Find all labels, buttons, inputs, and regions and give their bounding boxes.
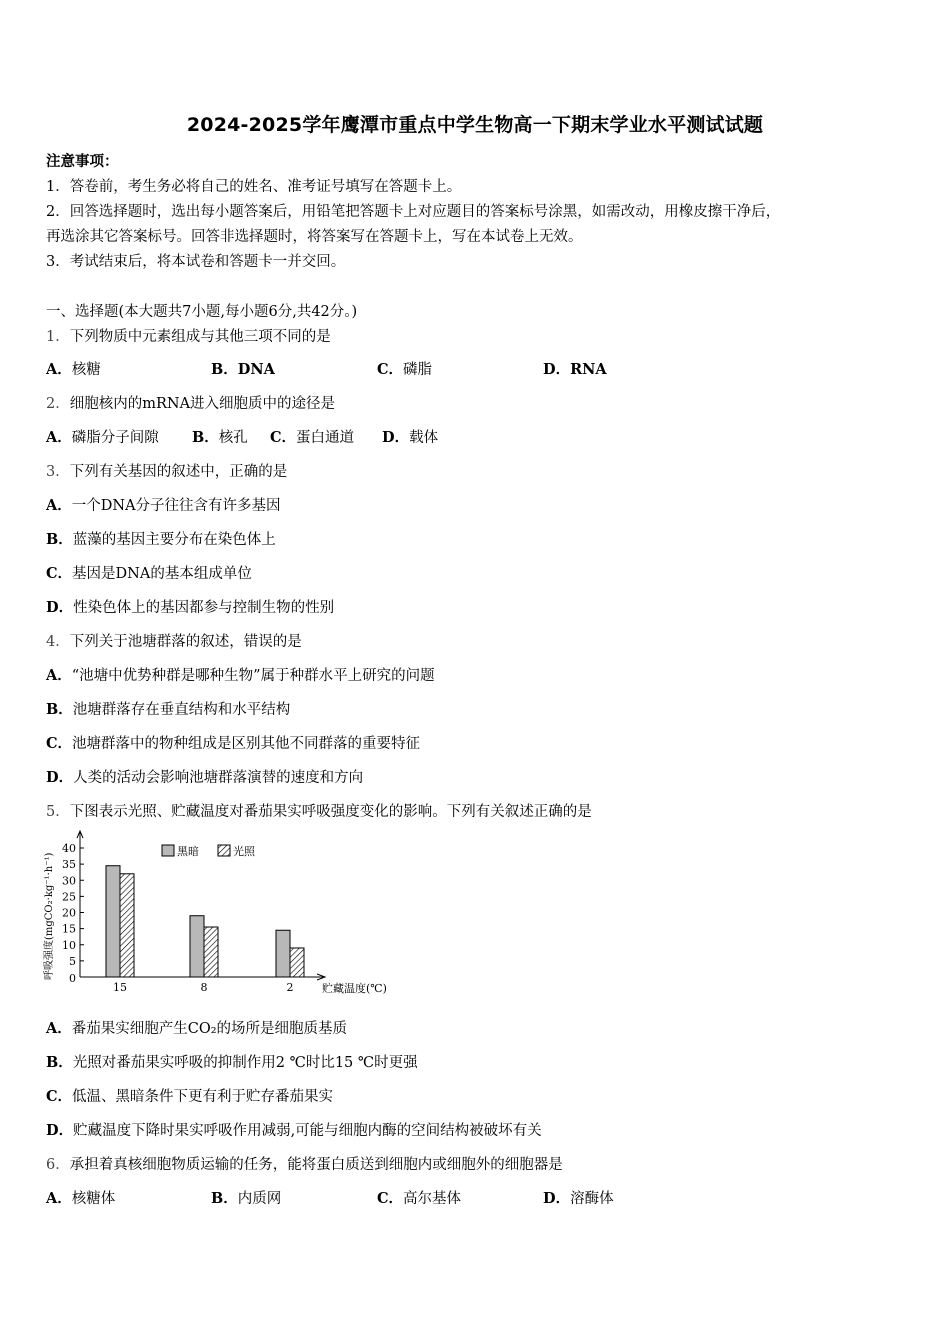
legend-label-dark: 黑暗 xyxy=(177,845,199,858)
question-text: 细胞核内的mRNA进入细胞质中的途径是 xyxy=(69,396,336,412)
y-tick-label: 40 xyxy=(62,842,76,855)
question-number: 3． xyxy=(46,464,70,480)
notice-heading: 注意事项： xyxy=(46,153,119,170)
legend-swatch-light xyxy=(218,845,230,856)
option-a: A．番茄果实细胞产生CO₂的场所是细胞质基质 xyxy=(46,1020,348,1037)
question-text: 下列有关基因的叙述中，正确的是 xyxy=(69,464,288,480)
section-heading: 一、选择题(本大题共7小题,每小题6分,共42分。) xyxy=(46,304,358,320)
bar-dark xyxy=(106,866,120,977)
question-number: 6． xyxy=(46,1157,70,1173)
option-d: D．人类的活动会影响池塘群落演替的速度和方向 xyxy=(46,769,364,786)
notice-item: 3．考试结束后，将本试卷和答题卡一并交回。 xyxy=(46,254,346,270)
option-b: B．DNA xyxy=(211,361,275,378)
question-stem xyxy=(46,394,335,414)
question-number: 5． xyxy=(46,804,70,820)
question-text: 承担着真核细胞物质运输的任务，能将蛋白质送到细胞内或细胞外的细胞器是 xyxy=(69,1157,563,1173)
option-a: A．磷脂分子间隙 xyxy=(46,429,159,446)
option-a: A．核糖体 xyxy=(46,1190,116,1207)
option-c: C．基因是DNA的基本组成单位 xyxy=(46,565,252,582)
bar-light xyxy=(290,948,304,977)
option-d: D．RNA xyxy=(543,361,607,378)
x-tick-label: 8 xyxy=(200,981,208,994)
option-b: B．池塘群落存在垂直结构和水平结构 xyxy=(46,701,291,718)
legend-swatch-dark xyxy=(162,845,174,856)
option-b: B．核孔 xyxy=(192,429,248,446)
notice-item: 1．答卷前，考生务必将自己的姓名、准考证号填写在答题卡上。 xyxy=(46,179,462,195)
option-a: A．“池塘中优势种群是哪种生物”属于种群水平上研究的问题 xyxy=(46,667,435,684)
question-stem xyxy=(46,462,287,482)
legend-label-light: 光照 xyxy=(233,845,255,858)
question-number: 1． xyxy=(46,329,70,345)
question-stem xyxy=(46,1155,563,1175)
y-axis-label: 呼吸强度(mgCO₂·kg⁻¹·h⁻¹) xyxy=(44,852,55,980)
option-c: C．低温、黑暗条件下更有利于贮存番茄果实 xyxy=(46,1088,334,1105)
bar-dark xyxy=(276,930,290,977)
option-c: C．磷脂 xyxy=(377,361,433,378)
respiration-chart xyxy=(40,828,420,998)
question-text: 下列关于池塘群落的叙述，错误的是 xyxy=(69,634,302,650)
option-d: D．溶酶体 xyxy=(543,1190,614,1207)
y-tick-label: 0 xyxy=(69,972,76,985)
y-tick-label: 30 xyxy=(62,874,76,888)
option-a: A．核糖 xyxy=(46,361,101,378)
option-d: D．贮藏温度下降时果实呼吸作用减弱,可能与细胞内酶的空间结构被破坏有关 xyxy=(46,1122,542,1139)
y-tick-label: 10 xyxy=(62,938,76,952)
question-text: 下列物质中元素组成与其他三项不同的是 xyxy=(69,329,331,345)
question-stem xyxy=(46,632,302,652)
option-c: C．池塘群落中的物种组成是区别其他不同群落的重要特征 xyxy=(46,735,421,752)
option-d: D．性染色体上的基因都参与控制生物的性别 xyxy=(46,599,335,616)
option-c: C．蛋白通道 xyxy=(270,429,355,446)
y-tick-label: 35 xyxy=(62,858,76,872)
question-number: 2． xyxy=(46,396,70,412)
option-b: B．内质网 xyxy=(211,1190,282,1207)
y-tick-label: 20 xyxy=(62,906,76,920)
y-tick-label: 5 xyxy=(69,954,76,968)
bar-light xyxy=(120,874,134,977)
page-title: 2024-2025学年鹰潭市重点中学生物高一下期末学业水平测试试题 xyxy=(186,114,764,136)
question-text: 下图表示光照、贮藏温度对番茄果实呼吸强度变化的影响。下列有关叙述正确的是 xyxy=(69,804,592,820)
question-number: 4． xyxy=(46,634,70,650)
option-c: C．高尔基体 xyxy=(377,1190,462,1207)
x-tick-label: 2 xyxy=(286,981,294,994)
notice-item: 再选涂其它答案标号。回答非选择题时，将答案写在答题卡上，写在本试卷上无效。 xyxy=(46,229,583,245)
x-axis-label: 贮藏温度(℃) xyxy=(322,982,387,995)
bar-light xyxy=(204,927,218,977)
y-tick-label: 25 xyxy=(62,890,76,904)
bar-dark xyxy=(190,916,204,977)
question-stem xyxy=(46,327,331,347)
y-tick-label: 15 xyxy=(62,922,76,936)
option-a: A．一个DNA分子往往含有许多基因 xyxy=(46,497,281,514)
x-tick-label: 15 xyxy=(113,981,127,994)
option-b: B．光照对番茄果实呼吸的抑制作用2 ℃时比15 ℃时更强 xyxy=(46,1054,418,1071)
option-d: D．载体 xyxy=(382,429,439,446)
question-stem xyxy=(46,802,592,822)
option-b: B．蓝藻的基因主要分布在染色体上 xyxy=(46,531,276,548)
notice-item: 2．回答选择题时，选出每小题答案后，用铅笔把答题卡上对应题目的答案标号涂黑，如需改动，用橡皮擦干净后， xyxy=(46,204,781,220)
